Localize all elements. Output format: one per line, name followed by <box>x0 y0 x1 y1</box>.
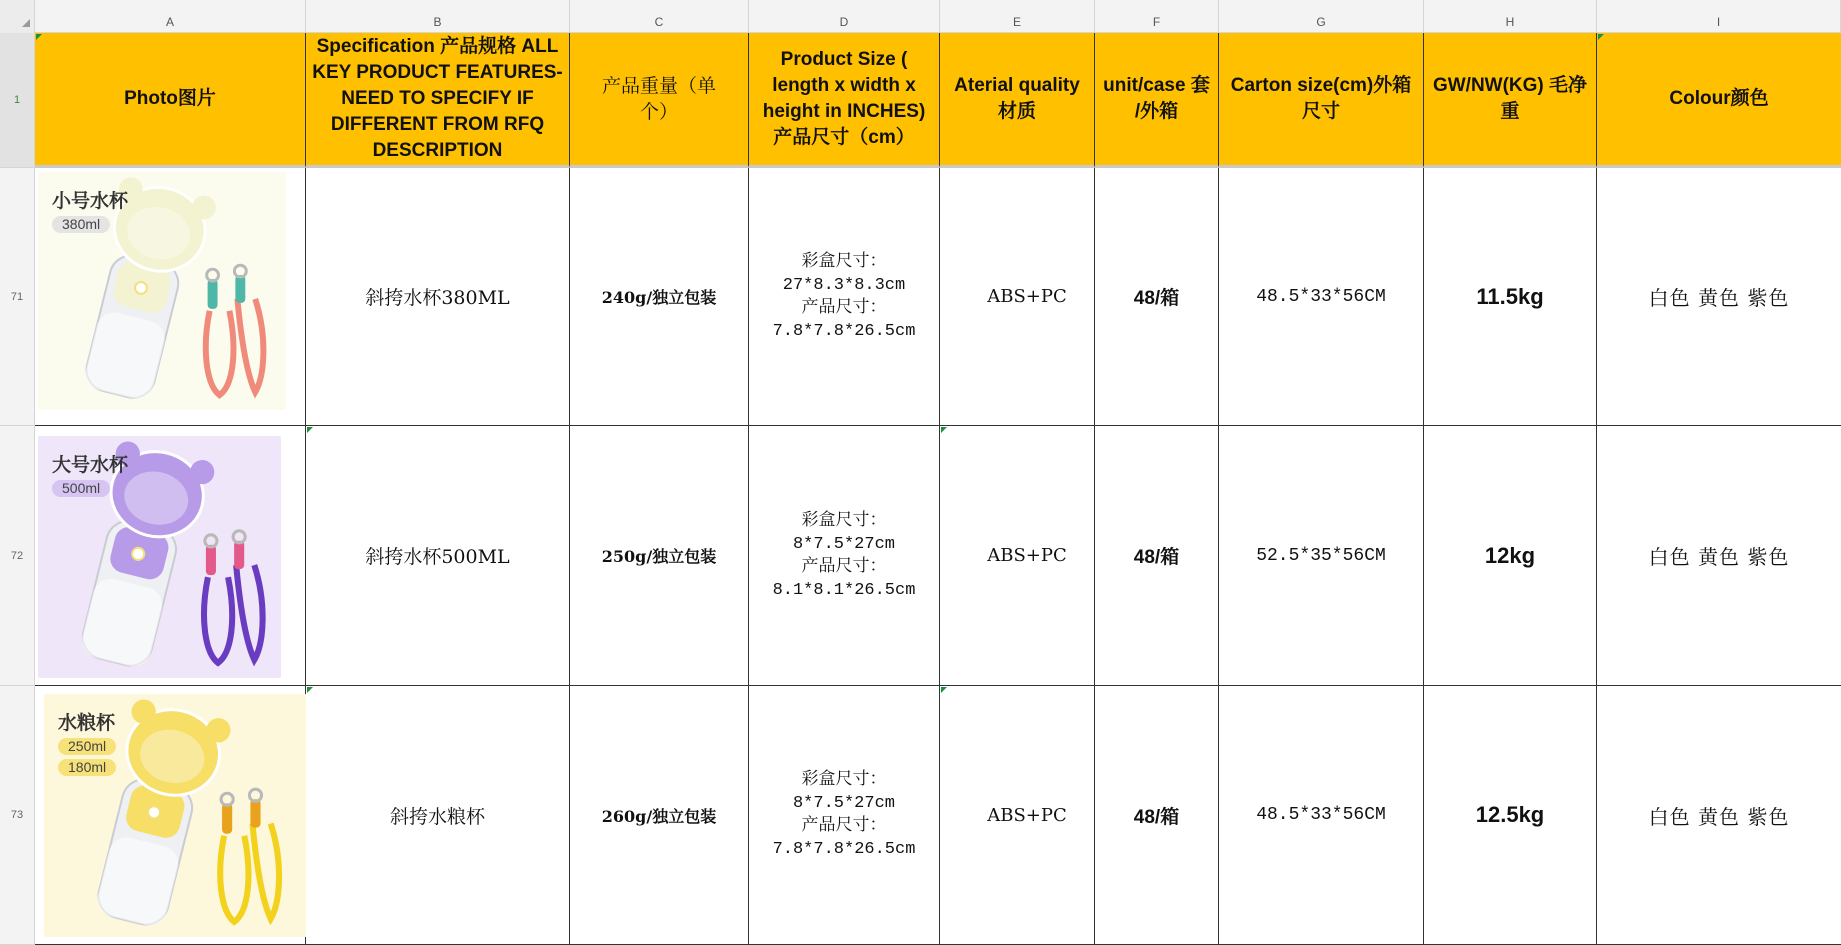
header-text-gw-nw <box>1433 73 1587 125</box>
cell-value-unit-case: 48/箱 <box>1133 288 1180 309</box>
data-cell-weight[interactable] <box>570 168 749 426</box>
header-line: length x width x <box>772 75 916 96</box>
cell-value-gw: 12kg <box>1484 542 1536 568</box>
header-line: 产品重量（单 <box>601 75 716 97</box>
column-header-g[interactable]: G <box>1219 0 1424 33</box>
data-cell-material[interactable] <box>940 686 1095 945</box>
cell-value-material: ABS+PC <box>987 286 1067 307</box>
header-text-unit-case <box>1103 73 1210 125</box>
data-cell-colour[interactable] <box>1597 168 1841 426</box>
header-cell-gw-nw[interactable] <box>1424 33 1597 168</box>
cell-value-weight: 260g/独立包装 <box>601 806 717 826</box>
data-cell-carton[interactable] <box>1219 686 1424 945</box>
product-size-line: 8*7.5*27cm <box>792 534 895 554</box>
cell-indicator-icon <box>941 687 947 693</box>
header-line: 产品尺寸（cm） <box>773 127 915 148</box>
product-size-text <box>773 251 916 343</box>
header-cell-weight[interactable] <box>570 33 749 168</box>
header-line: /外箱 <box>1134 101 1179 122</box>
product-photo <box>38 436 281 678</box>
select-all-triangle-icon <box>22 19 30 27</box>
product-photo-title: 水粮杯 <box>58 713 116 734</box>
header-cell-unit-case[interactable] <box>1095 33 1219 168</box>
header-cell-colour[interactable] <box>1597 33 1841 168</box>
product-size-line: 彩盒尺寸： <box>801 771 887 790</box>
row-header-73[interactable]: 73 <box>0 686 35 945</box>
header-line: Colour颜色 <box>1669 88 1769 109</box>
data-cell-unit-case[interactable] <box>1095 426 1219 686</box>
data-cell-carton[interactable] <box>1219 426 1424 686</box>
product-size-line: 8*7.5*27cm <box>792 794 895 813</box>
column-header-e[interactable]: E <box>940 0 1095 33</box>
product-photo-title: 小号水杯 <box>52 191 129 212</box>
cell-indicator-icon <box>307 687 313 693</box>
header-text-product-size <box>763 47 926 151</box>
data-cell-spec[interactable] <box>306 426 570 686</box>
data-cell-weight[interactable] <box>570 686 749 945</box>
column-header-b[interactable]: B <box>306 0 570 33</box>
header-text-carton-size <box>1231 73 1412 125</box>
data-cell-gw[interactable] <box>1424 168 1597 426</box>
header-line: Specification 产品规格 ALL <box>316 36 559 57</box>
header-cell-product-size[interactable] <box>749 33 940 168</box>
column-header-f[interactable]: F <box>1095 0 1219 33</box>
product-size-line: 产品尺寸： <box>801 817 887 836</box>
header-text-material <box>954 73 1080 125</box>
cell-value-gw: 12.5kg <box>1475 802 1545 827</box>
cell-value-weight: 250g/独立包装 <box>601 547 717 566</box>
header-line: 材质 <box>997 101 1036 122</box>
header-text-weight <box>602 73 716 125</box>
column-header-h[interactable]: H <box>1424 0 1597 33</box>
cell-value-carton: 52.5*35*56CM <box>1256 545 1386 566</box>
column-header-c[interactable]: C <box>570 0 749 33</box>
product-size-line: 7.8*7.8*26.5cm <box>772 321 916 341</box>
product-size-line: 产品尺寸： <box>801 298 887 318</box>
header-line: unit/case 套 <box>1103 75 1210 96</box>
data-cell-photo[interactable] <box>35 426 306 686</box>
capacity-badge: 500ml <box>52 480 110 497</box>
product-size-text <box>773 769 916 861</box>
product-size-line: 7.8*7.8*26.5cm <box>772 840 916 859</box>
cell-value-colour: 白色 黄色 紫色 <box>1648 545 1790 569</box>
cell-value-gw: 11.5kg <box>1476 283 1544 309</box>
product-size-text <box>773 510 916 602</box>
header-line: Aterial quality <box>954 75 1080 96</box>
capacity-badge: 250ml <box>58 738 116 755</box>
cell-value-carton: 48.5*33*56CM <box>1256 805 1386 825</box>
cell-value-material: ABS+PC <box>987 804 1067 826</box>
cell-value-colour: 白色 黄色 紫色 <box>1648 286 1790 310</box>
header-text-photo <box>124 86 216 112</box>
data-cell-photo[interactable] <box>35 168 306 426</box>
header-text-colour <box>1669 86 1768 112</box>
header-line: Carton size(cm)外箱 <box>1230 75 1412 96</box>
data-cell-size[interactable] <box>749 686 940 945</box>
data-cell-material[interactable] <box>940 426 1095 686</box>
data-cell-weight[interactable] <box>570 426 749 686</box>
header-cell-photo[interactable] <box>35 33 306 168</box>
header-line: GW/NW(KG) 毛净 <box>1432 75 1588 96</box>
header-line: NEED TO SPECIFY IF <box>341 88 534 109</box>
header-line: Photo图片 <box>124 88 216 109</box>
cell-value-unit-case: 48/箱 <box>1133 806 1180 828</box>
column-header-bar <box>0 0 1841 33</box>
cell-value-unit-case: 48/箱 <box>1133 547 1180 568</box>
header-line: Product Size ( <box>780 49 908 70</box>
capacity-badge: 180ml <box>58 759 116 776</box>
cell-value-spec: 斜挎水杯380ML <box>365 287 510 309</box>
data-cell-unit-case[interactable] <box>1095 686 1219 945</box>
product-size-line: 产品尺寸： <box>801 557 887 577</box>
row-header-1[interactable]: 1 <box>0 33 35 168</box>
data-cell-photo[interactable] <box>35 686 306 945</box>
header-line: DIFFERENT FROM RFQ <box>330 114 545 135</box>
header-line: DESCRIPTION <box>372 140 503 161</box>
data-cell-unit-case[interactable] <box>1095 168 1219 426</box>
header-line: 个） <box>639 101 678 123</box>
data-cell-gw[interactable] <box>1424 426 1597 686</box>
cell-value-colour: 白色 黄色 紫色 <box>1648 804 1790 829</box>
row-header-72[interactable]: 72 <box>0 426 35 686</box>
column-header-a[interactable]: A <box>35 0 306 33</box>
product-photo <box>38 172 286 410</box>
cell-indicator-icon <box>36 34 42 40</box>
cell-value-material: ABS+PC <box>987 545 1067 566</box>
cell-indicator-icon <box>1598 34 1604 40</box>
header-line: 尺寸 <box>1301 101 1340 122</box>
select-all-corner[interactable] <box>0 0 35 33</box>
product-photo <box>44 694 307 937</box>
column-header-i[interactable]: I <box>1597 0 1841 33</box>
cell-indicator-icon <box>307 427 313 433</box>
product-size-line: 彩盒尺寸： <box>801 252 887 272</box>
data-cell-size[interactable] <box>749 168 940 426</box>
cell-value-spec: 斜挎水杯500ML <box>365 546 510 568</box>
data-cell-colour[interactable] <box>1597 426 1841 686</box>
capacity-badge: 380ml <box>52 216 110 233</box>
header-text-specification <box>312 34 563 164</box>
product-size-line: 27*8.3*8.3cm <box>782 275 906 295</box>
row-header-71[interactable]: 71 <box>0 168 35 426</box>
cell-value-weight: 240g/独立包装 <box>601 288 717 307</box>
cell-indicator-icon <box>941 427 947 433</box>
product-size-line: 8.1*8.1*26.5cm <box>772 580 916 600</box>
header-cell-specification[interactable] <box>306 33 570 168</box>
header-line: height in INCHES) <box>762 101 926 122</box>
data-cell-gw[interactable] <box>1424 686 1597 945</box>
data-cell-spec[interactable] <box>306 168 570 426</box>
header-cell-material[interactable] <box>940 33 1095 168</box>
data-cell-material[interactable] <box>940 168 1095 426</box>
cell-value-spec: 斜挎水粮杯 <box>389 805 485 828</box>
data-cell-carton[interactable] <box>1219 168 1424 426</box>
data-cell-spec[interactable] <box>306 686 570 945</box>
product-photo-title: 大号水杯 <box>52 455 129 476</box>
data-cell-colour[interactable] <box>1597 686 1841 945</box>
header-line: 重 <box>1500 101 1520 122</box>
column-header-d[interactable]: D <box>749 0 940 33</box>
data-cell-size[interactable] <box>749 426 940 686</box>
cell-value-carton: 48.5*33*56CM <box>1256 286 1386 307</box>
product-size-line: 彩盒尺寸： <box>801 511 887 531</box>
header-cell-carton-size[interactable] <box>1219 33 1424 168</box>
header-line: KEY PRODUCT FEATURES- <box>312 62 563 83</box>
